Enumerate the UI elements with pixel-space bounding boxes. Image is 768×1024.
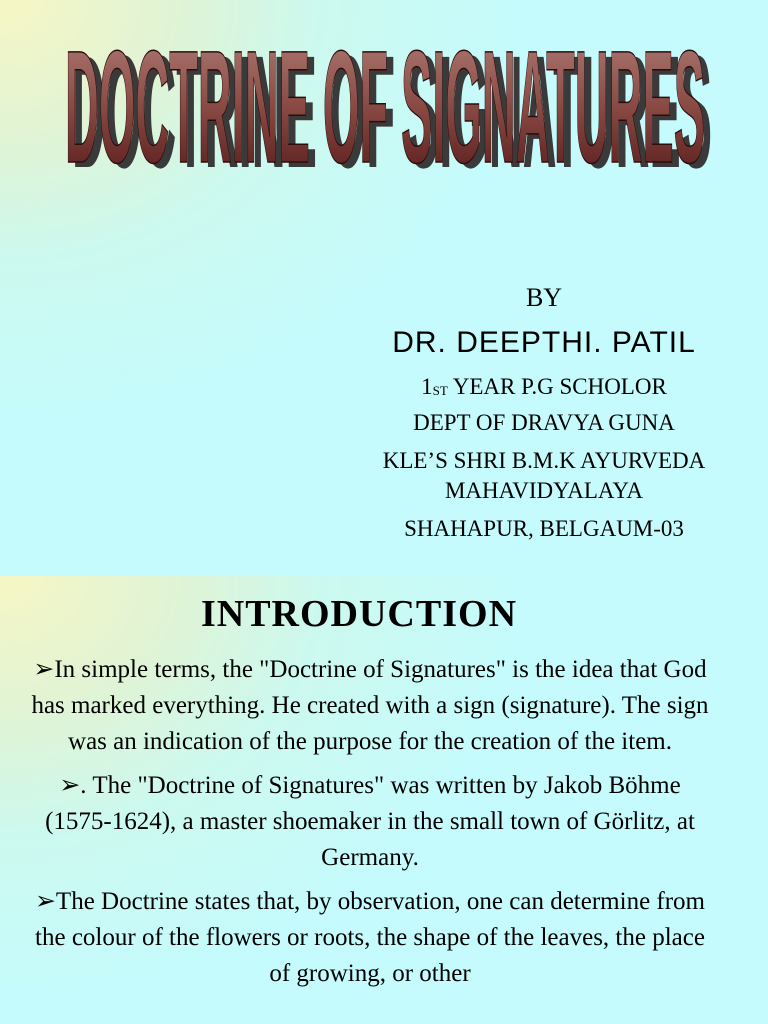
bullet-list [30,652,710,1000]
arrow-bullet-icon: ➢ [33,656,55,683]
introduction-slide [0,576,768,1024]
department-line: DEPT OF DRAVYA GUNA [413,410,675,435]
by-label: BY [525,283,563,312]
year-superscript: ST [432,383,448,398]
college-line: KLE’S SHRI B.M.K AYURVEDA MAHAVIDYALAYA [382,448,706,503]
bullet-text: The Doctrine states that, by observation, one can determine from the colour of the flowers or roots, the shape of the leaves, the place of growing, or other [35,888,706,987]
location-line: SHAHAPUR, BELGAUM-03 [404,516,684,541]
arrow-bullet-icon: ➢ [59,772,81,799]
wordart-title [50,20,720,180]
bullet-item [30,768,710,876]
author-name: DR. DEEPTHI. PATIL [392,326,696,359]
bullet-item [30,652,710,760]
year-line [354,370,734,404]
title-shadow: DOCTRINE OF SIGNATURES [72,22,712,180]
bullet-text: . The "Doctrine of Signatures" was written by Jakob Böhme (1575-1624), a master shoemaker in the small town of Görlitz, at Germany. [45,772,695,871]
year-number: 1 [421,374,433,399]
title-text: DOCTRINE OF SIGNATURES [65,20,705,180]
introduction-heading: INTRODUCTION [200,593,518,635]
wordart-title-graphic [50,20,720,180]
bullet-item [30,884,710,992]
year-text: YEAR P.G SCHOLOR [447,374,667,399]
bullet-text: In simple terms, the "Doctrine of Signatures" is the idea that God has marked everything. He created with a sign (signature). The sign was an indication of the purpose for the creation of the item. [31,656,709,755]
arrow-bullet-icon: ➢ [34,888,56,915]
